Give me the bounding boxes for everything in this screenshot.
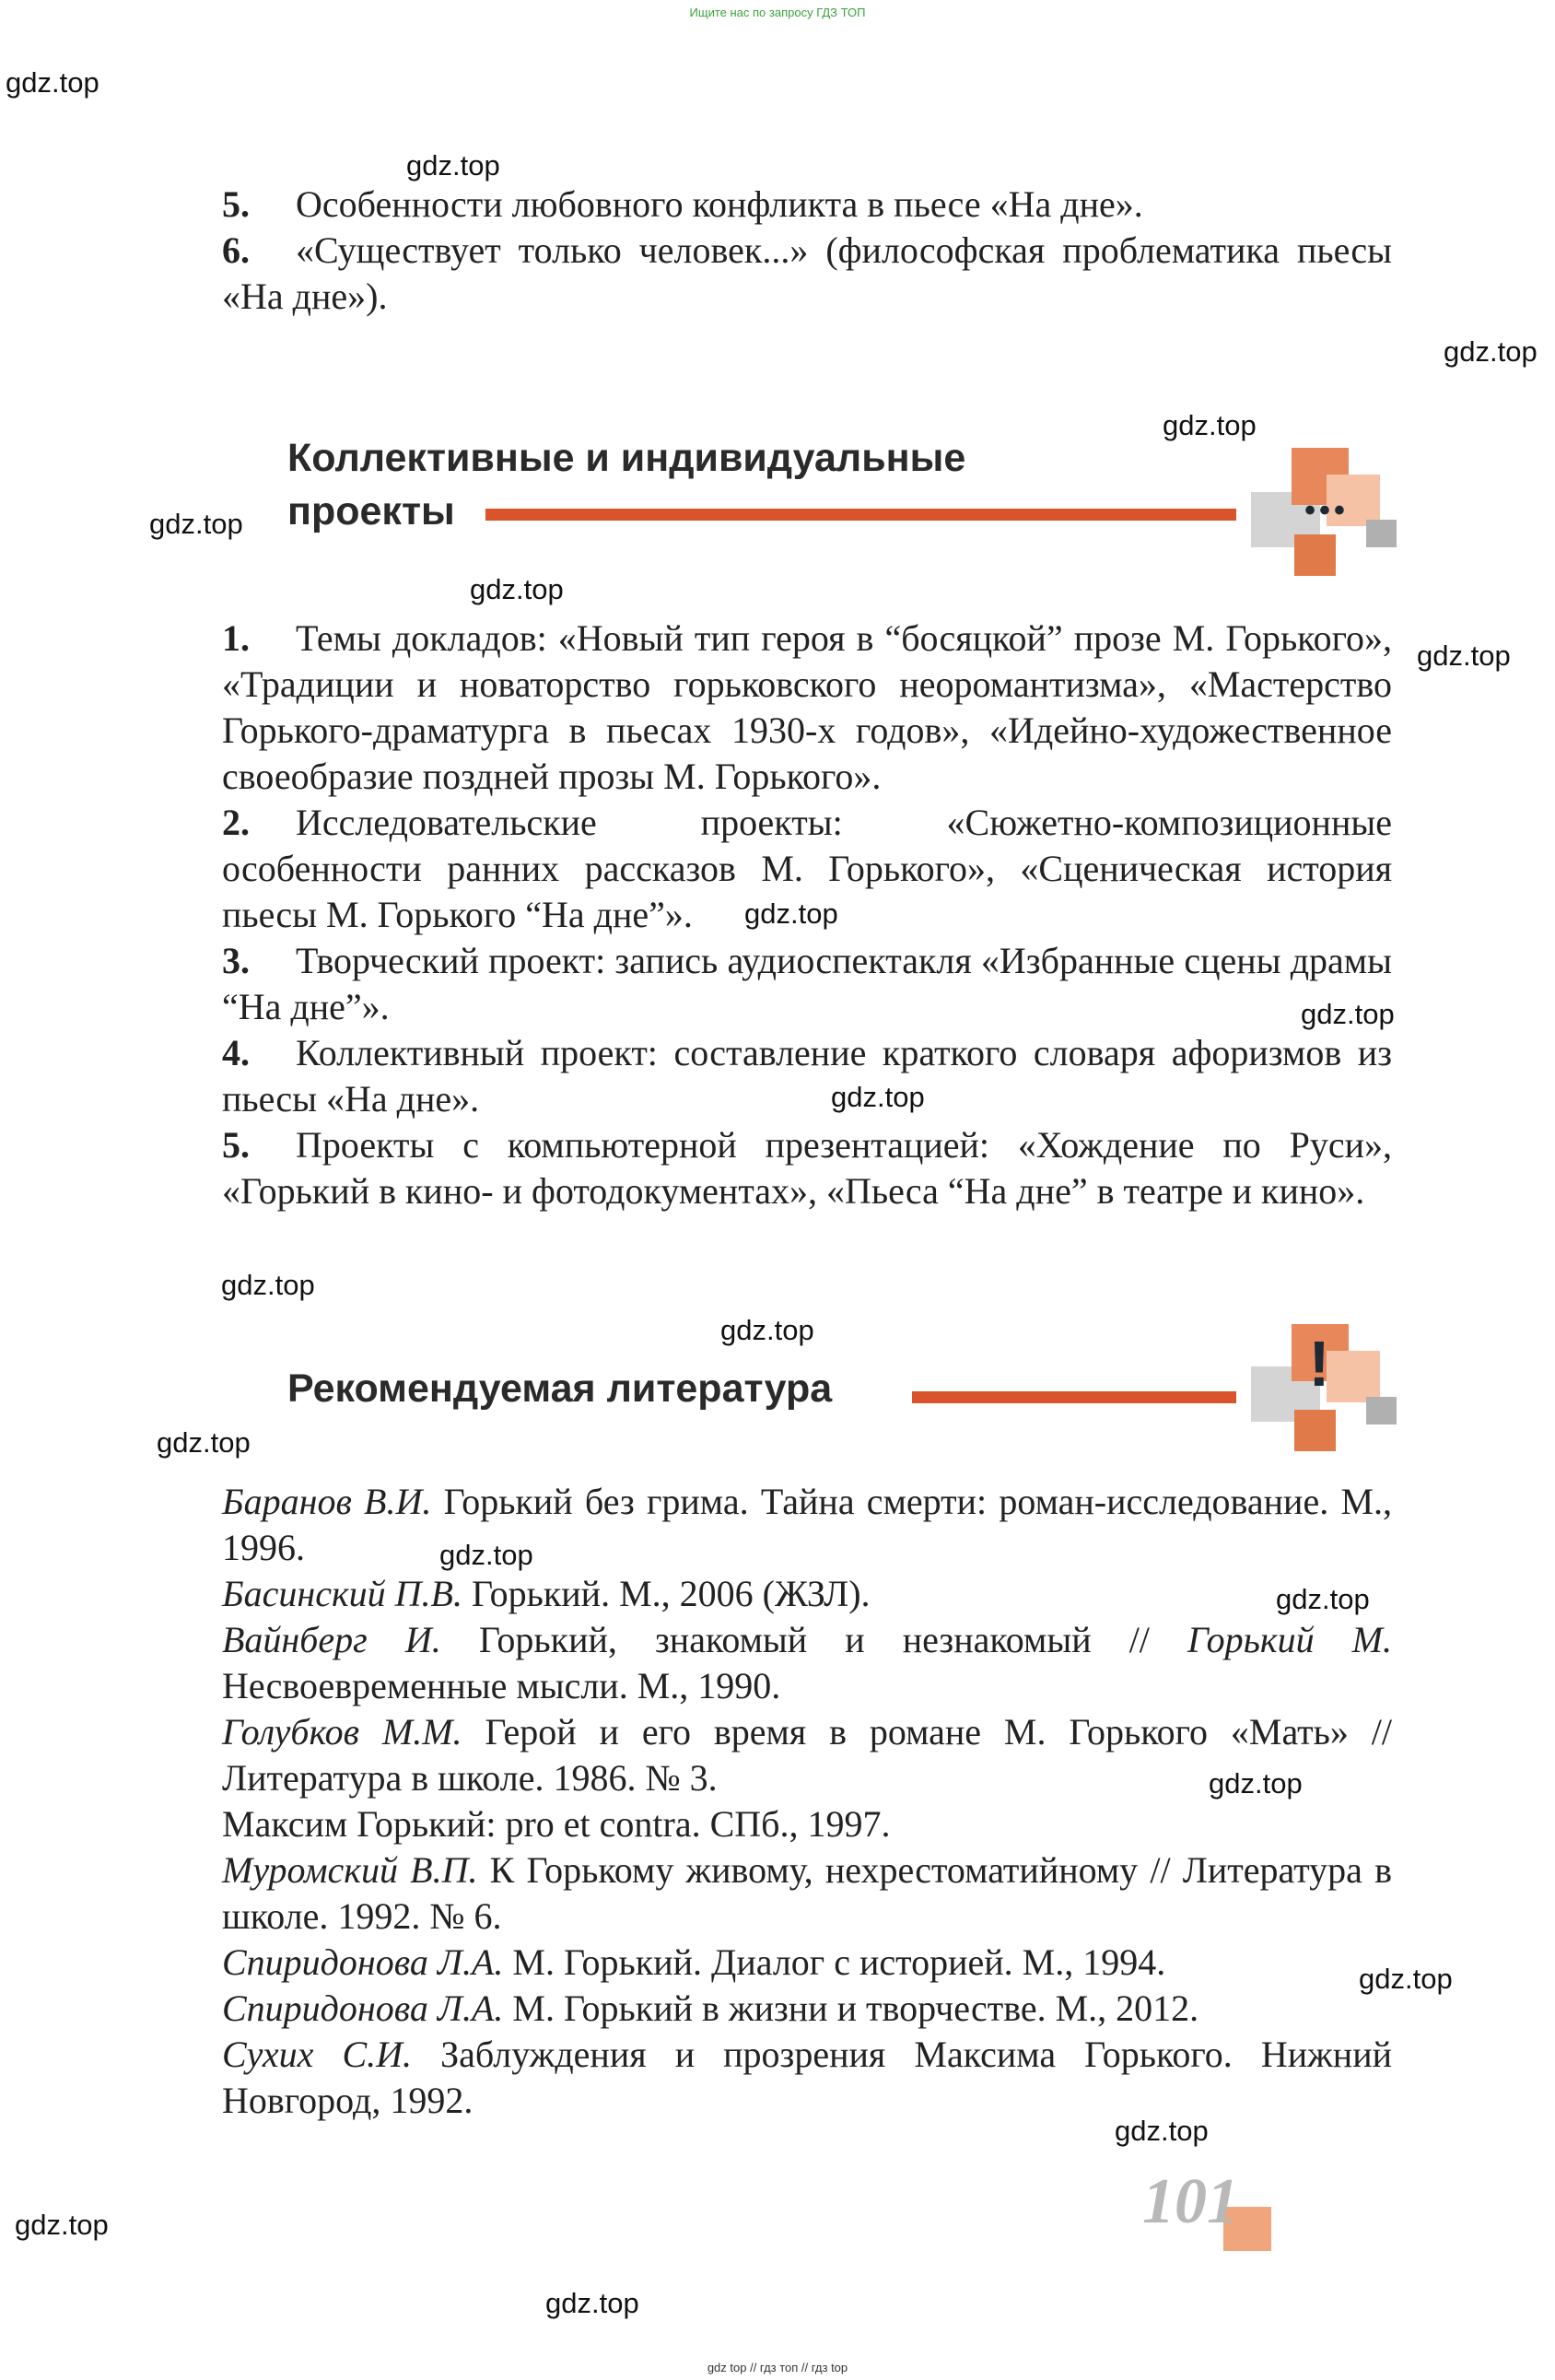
watermark: gdz.top — [1301, 998, 1395, 1030]
literature-list — [222, 1479, 1392, 2124]
top-list — [222, 182, 1392, 320]
list-item: Баранов В.И. Горький без грима. Тайна смерти: роман-исследование. М., 1996. — [222, 1481, 1393, 1568]
list-item: Спиридонова Л.А. М. Горький. Диалог с историей. М., 1994. — [222, 1941, 1166, 1983]
heading-bar — [485, 509, 1236, 521]
watermark: gdz.top — [1276, 1583, 1370, 1615]
watermark: gdz.top — [545, 2287, 639, 2319]
watermark: gdz.top — [1115, 2115, 1209, 2147]
list-item: Максим Горький: pro et contra. СПб., 1997. — [222, 1803, 891, 1845]
exclamation-icon: ! — [1308, 1328, 1330, 1400]
list-item: 3. Творческий проект: запись аудиоспектакля «Избранные сцены драмы “На дне”». — [222, 940, 1392, 1027]
watermark: gdz.top — [1417, 639, 1511, 672]
heading-bar — [912, 1391, 1236, 1403]
list-item: 4. Коллективный проект: составление краткого словаря афоризмов из пьесы «На дне». — [222, 1032, 1392, 1120]
watermark: gdz.top — [157, 1426, 251, 1459]
watermark: gdz.top — [1163, 409, 1257, 441]
watermark: gdz.top — [470, 573, 564, 605]
projects-list — [222, 616, 1392, 1214]
watermark: gdz.top — [439, 1539, 533, 1571]
footer-note: gdz top // гдз топ // гдз top — [707, 2361, 848, 2374]
list-item: Вайнберг И. Горький, знакомый и незнакомый // Горький М. Несвоевременные мысли. М., 1990. — [222, 1619, 1392, 1706]
ellipsis-icon: ••• — [1304, 493, 1349, 528]
list-item: 6. «Существует только человек...» (философская проблематика пьесы «На дне»). — [222, 229, 1392, 317]
watermark: gdz.top — [720, 1314, 814, 1346]
watermark: gdz.top — [221, 1269, 315, 1301]
list-item: 5. Особенности любовного конфликта в пьесе «На дне». — [222, 183, 1143, 225]
list-item: Муромский В.П. К Горькому живому, нехрестоматийному // Литература в школе. 1992. № 6. — [222, 1849, 1392, 1937]
list-item: Сухих С.И. Заблуждения и прозрения Максима Горького. Нижний Новгород, 1992. — [222, 2034, 1393, 2121]
section-heading-literature: Рекомендуемая литература — [287, 1366, 833, 1411]
watermark: gdz.top — [1444, 335, 1537, 368]
section-heading-projects: Коллективные и индивидуальные проекты — [287, 436, 966, 533]
watermark: gdz.top — [6, 66, 99, 99]
watermark: gdz.top — [744, 897, 838, 930]
watermark: gdz.top — [149, 508, 243, 540]
list-item: 1. Темы докладов: «Новый тип героя в “босяцкой” прозе М. Горького», «Традиции и новаторство горьковского неоромантизма», «Мастерство Горького-драматурга в пьесах 1930-х годов», «Идейно-художественное своеобразие поздней прозы М. Горького». — [222, 617, 1392, 797]
list-item: Басинский П.В. Горький. М., 2006 (ЖЗЛ). — [222, 1573, 871, 1614]
page-number: 101 — [1142, 2166, 1239, 2237]
watermark: gdz.top — [831, 1081, 925, 1113]
list-item: 5. Проекты с компьютерной презентацией: «Хождение по Руси», «Горький в кино- и фотодокументах», «Пьеса “На дне” в театре и кино». — [222, 1124, 1392, 1212]
list-item: 2. Исследовательские проекты: «Сюжетно-композиционные особенности ранних рассказов М. Горького», «Сценическая история пьесы М. Горького “На дне”». — [222, 802, 1392, 935]
watermark: gdz.top — [1209, 1767, 1303, 1800]
list-item: Спиридонова Л.А. М. Горький в жизни и творчестве. М., 2012. — [222, 1987, 1199, 2029]
watermark: gdz.top — [15, 2209, 109, 2241]
header-note: Ищите нас по запросу ГДЗ ТОП — [689, 6, 866, 19]
watermark: gdz.top — [406, 149, 500, 182]
list-item: Голубков М.М. Герой и его время в романе М. Горького «Мать» // Литература в школе. 1986. № 3. — [222, 1711, 1392, 1799]
watermark: gdz.top — [1359, 1963, 1453, 1995]
